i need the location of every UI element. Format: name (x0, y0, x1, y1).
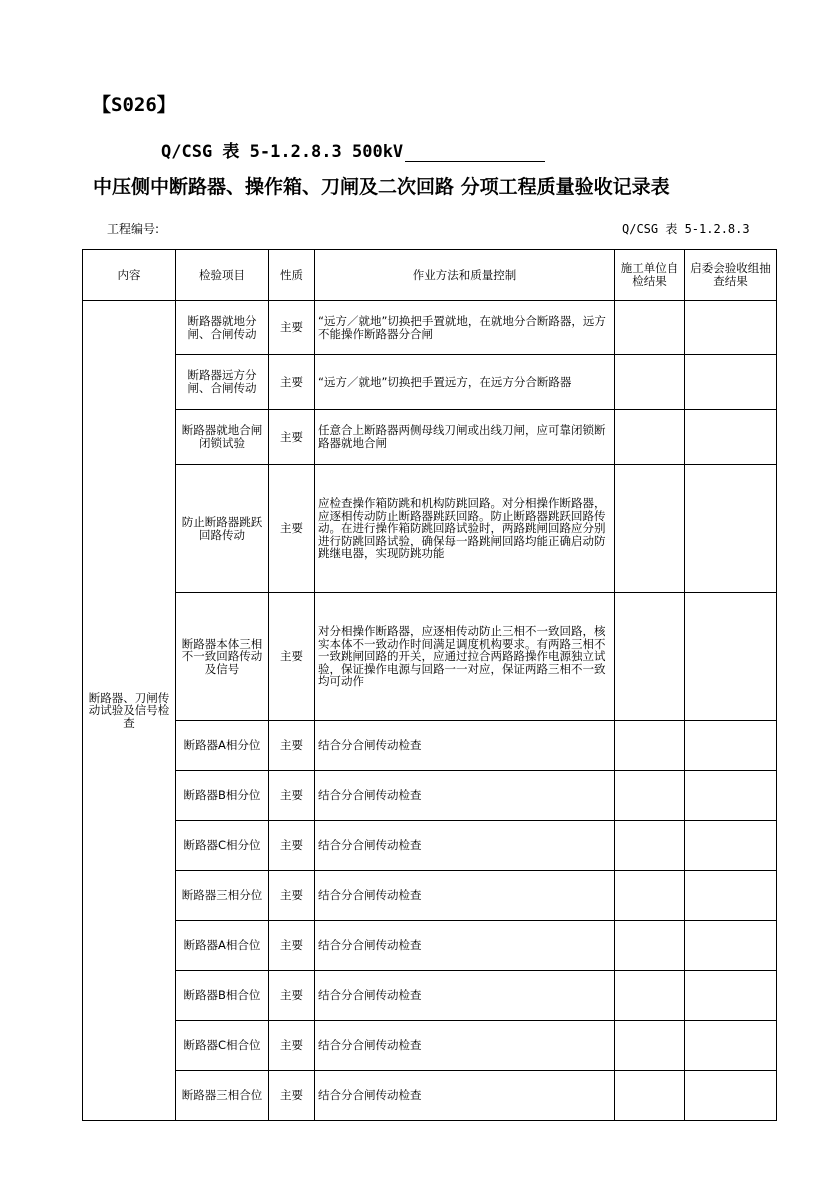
spot-check-cell[interactable] (685, 821, 777, 871)
item-cell: 断路器三相分位 (176, 871, 269, 921)
nature-cell: 主要 (269, 1021, 315, 1071)
self-check-cell[interactable] (615, 771, 685, 821)
self-check-cell[interactable] (615, 921, 685, 971)
nature-cell: 主要 (269, 771, 315, 821)
nature-cell: 主要 (269, 821, 315, 871)
nature-cell: 主要 (269, 593, 315, 721)
method-cell: 结合分合闸传动检查 (315, 921, 615, 971)
inspection-table (82, 249, 777, 1121)
method-cell: 对分相操作断路器，应逐相传动防止三相不一致回路，核实本体不一致动作时间满足调度机构要求。有两路三相不一致跳闸回路的开关，应通过拉合两路路操作电源独立试验，保证操作电源与回路一一对应，保证两路三相不一致均可动作 (315, 593, 615, 721)
method-cell: 结合分合闸传动检查 (315, 1021, 615, 1071)
self-check-cell[interactable] (615, 465, 685, 593)
table-header-row (83, 250, 777, 301)
method-cell: 结合分合闸传动检查 (315, 971, 615, 1021)
table-row (83, 410, 777, 465)
self-check-cell[interactable] (615, 410, 685, 465)
self-check-cell[interactable] (615, 301, 685, 355)
table-row (83, 821, 777, 871)
table-row (83, 1021, 777, 1071)
item-cell: 断路器A相分位 (176, 721, 269, 771)
item-cell: 断路器远方分闸、合闸传动 (176, 355, 269, 410)
nature-cell: 主要 (269, 355, 315, 410)
nature-cell: 主要 (269, 301, 315, 355)
header-content: 内容 (83, 250, 176, 301)
spot-check-cell[interactable] (685, 465, 777, 593)
table-row (83, 1071, 777, 1121)
name-blank-line[interactable] (405, 143, 545, 162)
nature-cell: 主要 (269, 921, 315, 971)
nature-cell: 主要 (269, 410, 315, 465)
method-cell: 结合分合闸传动检查 (315, 821, 615, 871)
self-check-cell[interactable] (615, 871, 685, 921)
item-cell: 断路器三相合位 (176, 1071, 269, 1121)
spot-check-cell[interactable] (685, 921, 777, 971)
form-number: Q/CSG 表 5-1.2.8.3 500kV (161, 142, 404, 162)
table-row (83, 871, 777, 921)
self-check-cell[interactable] (615, 821, 685, 871)
spot-check-cell[interactable] (685, 771, 777, 821)
form-number-line (161, 137, 545, 162)
method-cell: 结合分合闸传动检查 (315, 871, 615, 921)
spot-check-cell[interactable] (685, 410, 777, 465)
self-check-cell[interactable] (615, 971, 685, 1021)
header-spot-check: 启委会验收组抽查结果 (685, 250, 777, 301)
header-self-check: 施工单位自检结果 (615, 250, 685, 301)
self-check-cell[interactable] (615, 593, 685, 721)
nature-cell: 主要 (269, 1071, 315, 1121)
item-cell: 断路器就地合闸闭锁试验 (176, 410, 269, 465)
method-cell: 任意合上断路器两侧母线刀闸或出线刀闸，应可靠闭锁断路器就地合闸 (315, 410, 615, 465)
header-item: 检验项目 (176, 250, 269, 301)
item-cell: 断路器C相分位 (176, 821, 269, 871)
header-nature: 性质 (269, 250, 315, 301)
form-reference: Q/CSG 表 5-1.2.8.3 (622, 222, 750, 236)
method-cell: 结合分合闸传动检查 (315, 721, 615, 771)
spot-check-cell[interactable] (685, 301, 777, 355)
method-cell: 结合分合闸传动检查 (315, 1071, 615, 1121)
item-cell: 断路器C相合位 (176, 1021, 269, 1071)
method-cell: 应检查操作箱防跳和机构防跳回路。对分相操作断路器，应逐相传动防止断路器跳跃回路。防止断路器跳跃回路传动。在进行操作箱防跳回路试验时，两路跳闸回路应分别进行防跳回路试验，确保每一路跳闸回路均能正确启动防跳继电器，实现防跳功能 (315, 465, 615, 593)
self-check-cell[interactable] (615, 1071, 685, 1121)
spot-check-cell[interactable] (685, 593, 777, 721)
spot-check-cell[interactable] (685, 1021, 777, 1071)
spot-check-cell[interactable] (685, 1071, 777, 1121)
spot-check-cell[interactable] (685, 721, 777, 771)
nature-cell: 主要 (269, 971, 315, 1021)
header-method: 作业方法和质量控制 (315, 250, 615, 301)
table-row (83, 921, 777, 971)
nature-cell: 主要 (269, 465, 315, 593)
item-cell: 断路器本体三相不一致回路传动及信号 (176, 593, 269, 721)
spot-check-cell[interactable] (685, 871, 777, 921)
method-cell: 结合分合闸传动检查 (315, 771, 615, 821)
project-number-label: 工程编号: (107, 222, 160, 236)
nature-cell: 主要 (269, 721, 315, 771)
item-cell: 断路器A相合位 (176, 921, 269, 971)
self-check-cell[interactable] (615, 721, 685, 771)
section-code: 【S026】 (92, 94, 176, 116)
table-row (83, 355, 777, 410)
nature-cell: 主要 (269, 871, 315, 921)
spot-check-cell[interactable] (685, 355, 777, 410)
table-row (83, 771, 777, 821)
table-row (83, 301, 777, 355)
self-check-cell[interactable] (615, 355, 685, 410)
spot-check-cell[interactable] (685, 971, 777, 1021)
self-check-cell[interactable] (615, 1021, 685, 1071)
item-cell: 防止断路器跳跃回路传动 (176, 465, 269, 593)
table-row (83, 721, 777, 771)
method-cell: “远方／就地”切换把手置就地，在就地分合断路器，远方不能操作断路器分合闸 (315, 301, 615, 355)
item-cell: 断路器就地分闸、合闸传动 (176, 301, 269, 355)
table-row (83, 465, 777, 593)
table-row (83, 971, 777, 1021)
item-cell: 断路器B相分位 (176, 771, 269, 821)
page-title: 中压侧中断路器、操作箱、刀闸及二次回路 分项工程质量验收记录表 (93, 176, 670, 198)
table-row (83, 593, 777, 721)
item-cell: 断路器B相合位 (176, 971, 269, 1021)
group-label-cell: 断路器、刀闸传动试验及信号检查 (83, 301, 176, 1121)
method-cell: “远方／就地”切换把手置远方，在远方分合断路器 (315, 355, 615, 410)
